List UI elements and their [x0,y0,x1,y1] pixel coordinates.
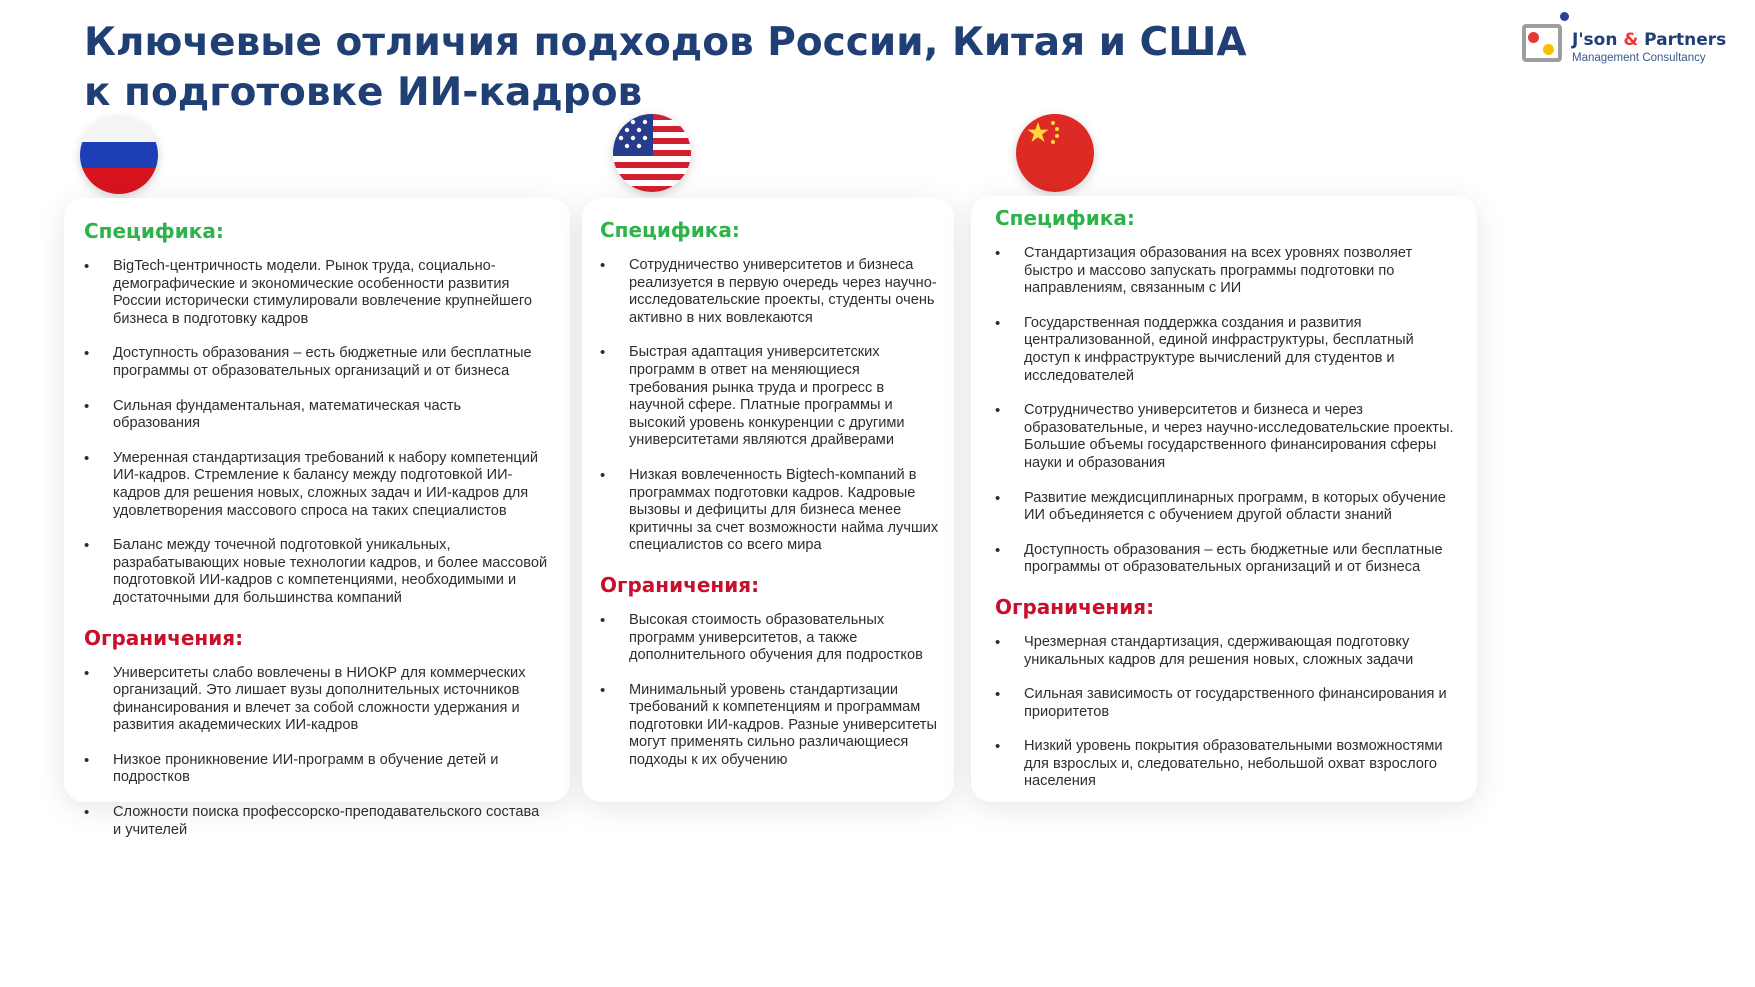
limits-list [600,612,940,770]
company-logo [1518,8,1740,70]
list-item: • Минимальный уровень стандартизации требований к компетенциям и программам подготовки ИИ-кадров. Разные университеты могут применять сильно различающиеся подходы к их обучению [600,682,940,770]
list-item: • Высокая стоимость образовательных программ университетов, а также дополнительного обучения для подростков [600,612,940,665]
list-item: • Сильная зависимость от государственного финансирования и приоритетов [995,686,1455,721]
list-item: • Сотрудничество университетов и бизнеса реализуется в первую очередь через научно-исследовательские проекты, студенты очень активно в них вовлекаются [600,257,940,327]
list-item: • Сотрудничество университетов и бизнеса и через образовательные, и через научно-исследовательские проекты. Большие объемы государственного финансирования сферы науки и образования [995,402,1455,472]
china-flag-icon [1016,114,1094,192]
logo-tagline: Management Consultancy [1572,52,1706,64]
list-item: • Чрезмерная стандартизация, сдерживающая подготовку уникальных кадров для решения новых, сложных задачи [995,634,1455,669]
russia-flag-icon [80,116,158,194]
section-title-limits: Ограничения: [995,594,1155,619]
page-title-line-2: к подготовке ИИ-кадров [84,70,643,115]
list-item: • BigTech-центричность модели. Рынок труда, социально-демографические и экономические особенности развития России исторически стимулировали вовлечение крупнейшего бизнеса в подготовку кадров [84,258,548,328]
logo-yellow-dot-icon [1543,44,1554,55]
specifics-list [600,257,940,555]
russia-card [64,198,570,838]
limits-list [995,634,1455,791]
list-item: • Баланс между точечной подготовкой уникальных, разрабатывающих новые технологии кадров, и более массовой подготовкой ИИ-кадров с компетенциями, необходимыми и достаточными для большинства компаний [84,537,548,607]
list-item: • Государственная поддержка создания и развития централизованной, единой инфраструктуры, бесплатный доступ к инфраструктуре вычислений для студентов и исследователей [995,315,1455,385]
section-title-limits: Ограничения: [84,625,244,650]
usa-card [582,198,954,802]
logo-mark-icon [1522,24,1562,62]
specifics-list [84,258,548,608]
list-item: • Низкое проникновение ИИ-программ в обучение детей и подростков [84,752,548,787]
list-item: • Развитие междисциплинарных программ, в которых обучение ИИ объединяется с обучением другой области знаний [995,490,1455,525]
section-title-limits: Ограничения: [600,572,760,597]
page-title [84,18,1247,118]
china-card [971,196,1477,802]
list-item: • Сложности поиска профессорско-преподавательского состава и учителей [84,804,548,839]
list-item: • Сильная фундаментальная, математическая часть образования [84,398,548,433]
list-item: • Быстрая адаптация университетских программ в ответ на меняющиеся требования рынка труда и прогресс в научной сфере. Платные программы и высокий уровень конкуренции с другими университетами являются драйверами [600,344,940,450]
list-item: • Умеренная стандартизация требований к набору компетенций ИИ-кадров. Стремление к балансу между подготовкой ИИ-кадров для решения новых, сложных задач и ИИ-кадров для удовлетворения массового спроса на таких специалистов [84,450,548,520]
list-item: • Низкая вовлеченность Bigtech-компаний в программах подготовки кадров. Кадровые вызовы и дефициты для бизнеса менее критичны за счет возможности найма лучших специалистов со всего мира [600,467,940,555]
section-title-specifics: Специфика: [995,206,1135,230]
section-title-specifics: Специфика: [84,219,224,243]
list-item: • Стандартизация образования на всех уровнях позволяет быстро и массово запускать программы подготовки по направлениям, связанным с ИИ [995,245,1455,298]
section-title-specifics: Специфика: [600,218,740,242]
logo-blue-dot-icon [1560,12,1569,21]
logo-red-dot-icon [1528,32,1539,43]
page-title-line-1: Ключевые отличия подходов России, Китая и США [84,20,1247,65]
list-item: • Доступность образования – есть бюджетные или бесплатные программы от образовательных организаций и от бизнеса [995,542,1455,577]
usa-flag-icon [613,114,691,192]
specifics-list [995,245,1455,577]
list-item: • Низкий уровень покрытия образовательными возможностями для взрослых и, следовательно, небольшой охват взрослого населения [995,738,1455,791]
list-item: • Доступность образования – есть бюджетные или бесплатные программы от образовательных организаций и от бизнеса [84,345,548,380]
logo-name: J'son & Partners [1572,30,1727,50]
limits-list [84,665,548,840]
list-item: • Университеты слабо вовлечены в НИОКР для коммерческих организаций. Это лишает вузы дополнительных источников финансирования и влечет за собой сложности удержания и развития академических ИИ-кадров [84,665,548,735]
